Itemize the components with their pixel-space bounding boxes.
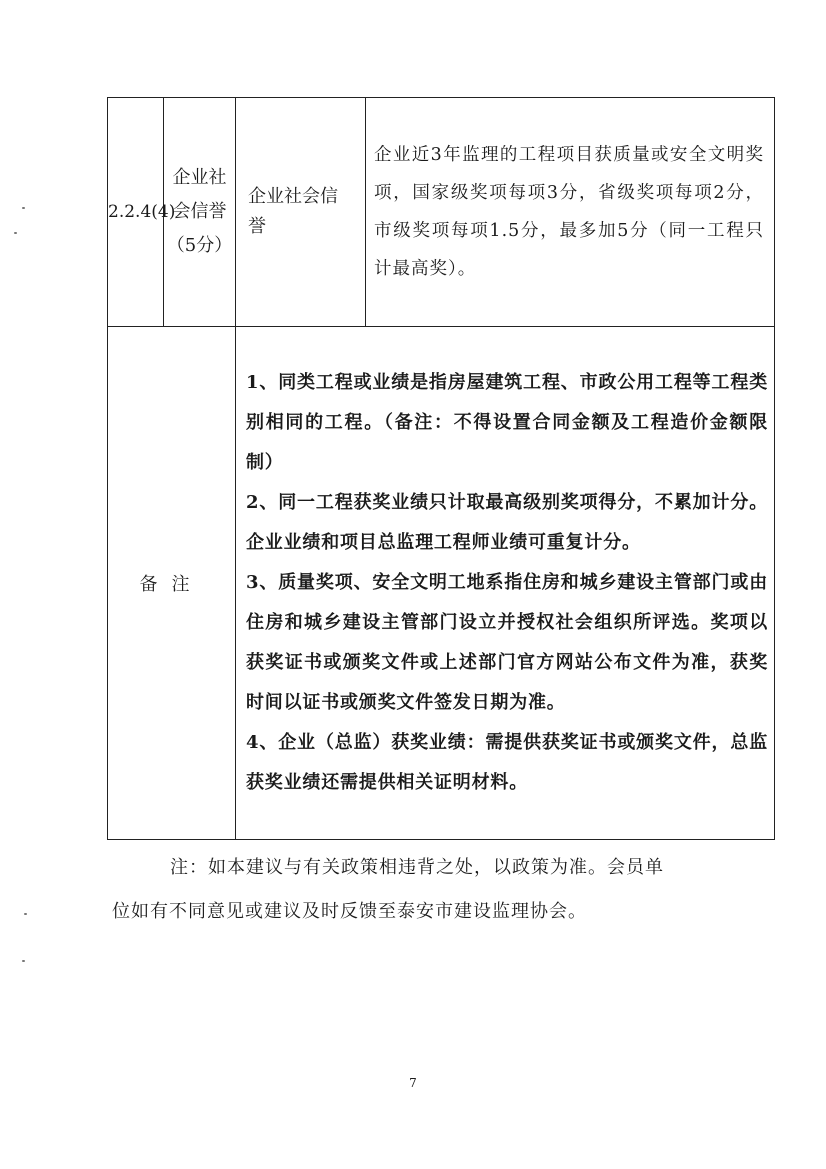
footnote: [112, 846, 752, 934]
scan-speck: [22, 960, 25, 962]
scan-speck: [24, 913, 27, 915]
item-number: 2.2.4(4): [108, 202, 176, 222]
footnote-line: 注：如本建议与有关政策相违背之处，以政策为准。会员单: [170, 857, 664, 878]
remark-item: 2、同一工程获奖业绩只计取最高级别奖项得分，不累加计分。企业业绩和项目总监理工程师业绩可重复计分。: [246, 492, 768, 553]
scan-speck: [22, 207, 25, 209]
scan-speck: [14, 232, 17, 234]
item-number-cell: [108, 98, 176, 327]
page-number: 7: [409, 1076, 417, 1090]
scoring-table: [107, 97, 775, 840]
item-cell: [236, 98, 366, 327]
table-row: [108, 98, 775, 327]
category-cell: [164, 98, 236, 327]
item-label: 企业社会信誉: [248, 186, 338, 237]
remarks-row: [108, 327, 775, 840]
remarks-content-cell: [236, 327, 775, 840]
remarks-label-cell: [108, 327, 236, 840]
remarks-label: 备注: [139, 574, 204, 595]
remark-item: 3、质量奖项、安全文明工地系指住房和城乡建设主管部门或由住房和城乡建设主管部门设立并授权社会组织所评选。奖项以获奖证书或颁奖文件或上述部门官方网站公布文件为准，获奖时间以证书或颁奖文件签发日期为准。: [246, 572, 768, 713]
footnote-line: 位如有不同意见或建议及时反馈至泰安市建设监理协会。: [112, 901, 587, 922]
criteria-cell: [366, 98, 775, 327]
remark-item: 4、企业（总监）获奖业绩：需提供获奖证书或颁奖文件，总监获奖业绩还需提供相关证明材料。: [246, 732, 768, 793]
remark-item: 1、同类工程或业绩是指房屋建筑工程、市政公用工程等工程类别相同的工程。（备注：不得设置合同金额及工程造价金额限制）: [246, 372, 768, 473]
criteria-text: 企业近3年监理的工程项目获质量或安全文明奖项，国家级奖项每项3分，省级奖项每项2分，市级奖项每项1.5分，最多加5分（同一工程只计最高奖）。: [374, 145, 764, 279]
category-label: 企业社会信誉（5分）: [166, 167, 233, 256]
